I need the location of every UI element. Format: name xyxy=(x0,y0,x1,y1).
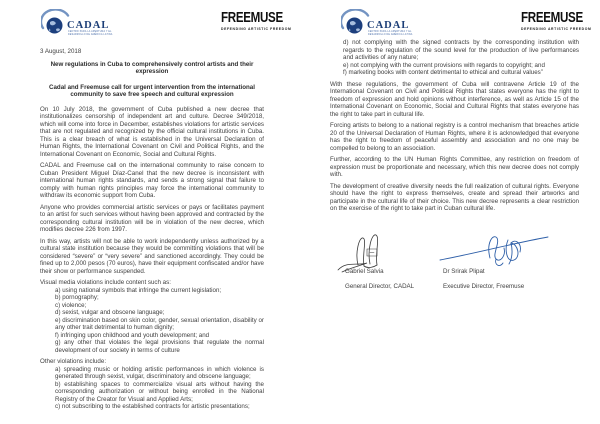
list-item: f) infringing upon childhood and youth development; and xyxy=(55,331,210,339)
svg-text:CADAL: CADAL xyxy=(67,20,110,31)
document-page-2 xyxy=(300,0,600,424)
freemuse-wordmark: FREEMUSE xyxy=(221,10,283,26)
paragraph-national-registry: Forcing artists to belong to a national registry is a control mechanism that breaches article 20 of the Universal Declaration of Human Rights, where it is acknowledged that everyone has the right to freedom of peaceful assembly and association and no one may be compelled to belong to an association. xyxy=(330,122,579,152)
other-violations-intro: Other violations include: xyxy=(40,358,107,365)
paragraph-call-on-community: CADAL and Freemuse call on the international community to raise concern to Cuban President Miguel Díaz-Canel that the new decree is inconsistent with international human rights standards, and sends a strong signal that failure to comply with human rights principles may force the international community to withdraw its economic support from Cuba. xyxy=(40,162,264,199)
signature-gabriel-salvia-icon xyxy=(336,229,398,273)
signatory-name: Gabriel Salvia xyxy=(345,268,384,275)
paragraph-commercial-services: Anyone who provides commercial artistic services or pays or facilitates payment to an artist for such services without having been approved and contracted by the corresponding cultural institution will be in violation of the new decree, which modifies decree 226 from 1997. xyxy=(40,203,264,233)
svg-text:DESARROLLO DE AMÉRICA LATINA: DESARROLLO DE AMÉRICA LATINA xyxy=(368,34,413,36)
svg-text:DESARROLLO DE AMÉRICA LATINA: DESARROLLO DE AMÉRICA LATINA xyxy=(68,34,113,36)
page1-content xyxy=(40,48,264,415)
signatory-title: Executive Director, Freemuse xyxy=(443,283,525,290)
document-subtitle: Cadal and Freemuse call for urgent intervention from the international community to save free speech and cultural expression xyxy=(49,83,255,98)
visual-violations-list xyxy=(55,287,264,355)
cadal-globe-icon xyxy=(47,18,63,34)
list-item: c) not subscribing to the established contracts for artistic presentations; xyxy=(55,403,250,410)
signatory-title: General Director, CADAL xyxy=(345,283,415,290)
paragraph-independent-artists: In this way, artists will not be able to work independently unless authorized by a cultural state institution because they would be committing violations that will be considered “severe” or “very severe” and sanctioned accordingly. They could be fined up to 2,000 pesos (70 euros), have their equipment confiscated and/or have their show or performance suspended. xyxy=(40,237,264,275)
list-item: c) violence; xyxy=(55,301,87,309)
signatory-name: Dr Srirak Plipat xyxy=(443,268,485,275)
cadal-logo xyxy=(341,9,421,39)
svg-text:CENTRO PARA LA APERTURA Y EL: CENTRO PARA LA APERTURA Y EL xyxy=(68,31,112,34)
list-item: e) discrimination based on skin color, gender, sexual orientation, disability or any other trait detrimental to human dignity; xyxy=(55,316,264,331)
cadal-globe-icon xyxy=(347,18,363,34)
paragraph-contravene-covenants: With these regulations, the government of Cuba will contravene Article 19 of the International Covenant on Civil and Political Rights that states everyone has the right to freedom of expression and hold opinions without interference, as well as Article 15 of the International Covenant on Economic, Social and Cultural Rights that states everyone has the right to take part in cultural life. xyxy=(330,80,579,118)
cadal-logo-icon xyxy=(341,9,421,39)
list-item: a) using national symbols that infringe the current legislation; xyxy=(55,286,222,294)
cadal-logo xyxy=(41,9,121,39)
list-item: b) establishing spaces to commercialize visual arts without having the corresponding authorization or without being enrolled in the National Registry of the Creator for Visual and Applied Arts; xyxy=(55,380,264,403)
violations-continued-list xyxy=(343,39,579,77)
page2-content xyxy=(330,39,579,217)
freemuse-tagline: DEFENDING ARTISTIC FREEDOM xyxy=(221,26,292,31)
list-item: g) any other that violates the legal provisions that regulate the normal development of our society in terms of culture xyxy=(55,339,264,354)
list-item: b) pornography; xyxy=(55,294,99,301)
freemuse-tagline: DEFENDING ARTISTIC FREEDOM xyxy=(521,26,592,31)
list-item: d) not complying with the signed contracts by the corresponding institution with regards to the regulation of the sound level for the production of live performances and activities of any nature; xyxy=(343,39,579,61)
freemuse-logo xyxy=(521,12,599,31)
list-item: e) not complying with the current provisions with regards to copyright; and xyxy=(343,61,545,69)
svg-text:CENTRO PARA LA APERTURA Y EL: CENTRO PARA LA APERTURA Y EL xyxy=(368,31,412,34)
list-item: f) marketing books with content detrimental to ethical and cultural values” xyxy=(343,69,543,76)
list-item: d) sexist, vulgar and obscene language; xyxy=(55,309,165,316)
other-violations-list xyxy=(55,366,264,411)
cadal-logo-icon xyxy=(41,9,121,39)
list-item: a) spreading music or holding artistic performances in which violence is generated through sexist, vulgar, discriminatory and obscene language; xyxy=(55,365,264,380)
visual-violations-intro: Visual media violations include content such as: xyxy=(40,279,171,286)
freemuse-logo xyxy=(221,12,299,31)
svg-text:CADAL: CADAL xyxy=(367,20,410,31)
paragraph-un-committee: Further, according to the UN Human Rights Committee, any restriction on freedom of expression must be proportionate and necessary, which this new decree does not comply with. xyxy=(330,156,579,178)
paragraph-creative-diversity: The development of creative diversity needs the full realization of cultural rights. Everyone should have the right to express themselves, create and spread their artworks and participate in the cultural life of their choice. This new decree represents a clear restriction on the exercise of the right to take part in Cuban cultural life. xyxy=(330,182,579,212)
paragraph-decree-intro: On 10 July 2018, the government of Cuba published a new decree that institutionalizes censorship of independent art and culture. Decree 349/2018, which will come into force in December, establishes violations for artistic services that are not regulated and recognized by the official cultural institutions in Cuba. This is a clear breach of what is established in the Universal Declaration of Human Rights, the International Covenant on Civil and Political Rights, and the International Covenant on Economic, Social and Cultural Rights. xyxy=(40,105,264,158)
document-title: New regulations in Cuba to comprehensively control artists and their expression xyxy=(50,60,254,75)
document-date: 3 August, 2018 xyxy=(40,48,82,55)
freemuse-wordmark: FREEMUSE xyxy=(521,10,583,26)
signature-srirak-plipat-icon xyxy=(438,231,550,269)
